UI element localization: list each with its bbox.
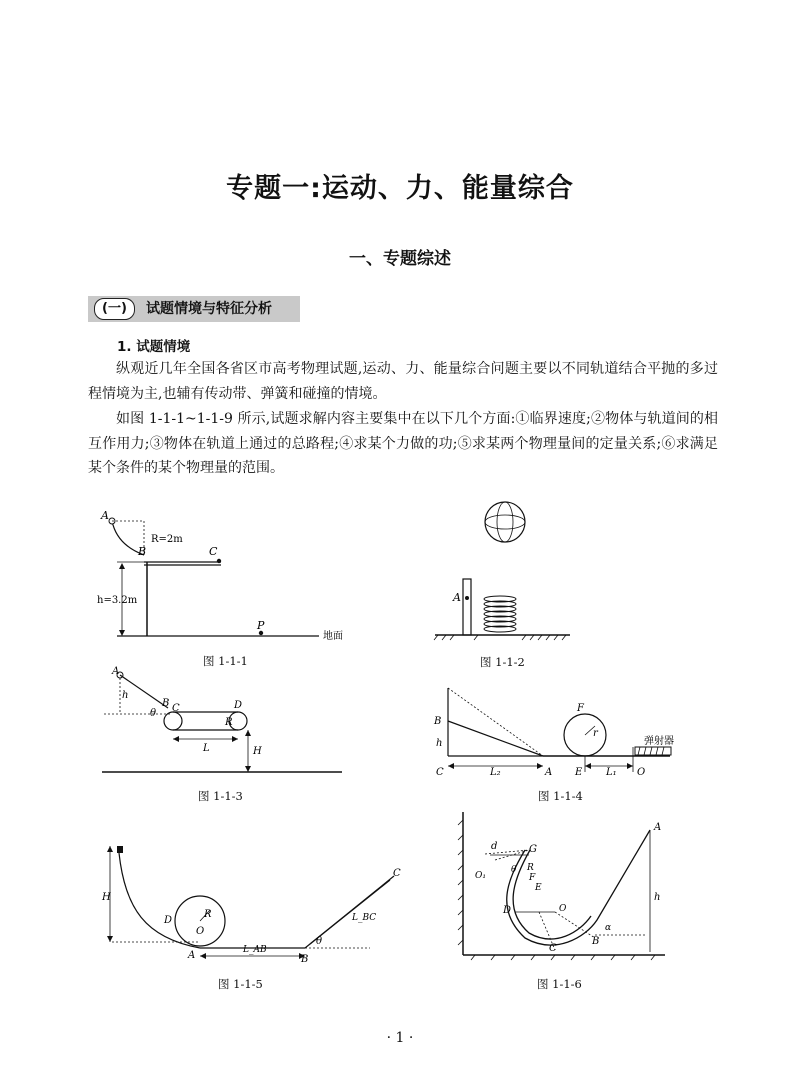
label-L: L [203,743,210,754]
label-C: C [393,868,401,879]
label-B: B [301,954,309,965]
label-B: B [138,545,147,558]
label-C: C [549,943,557,954]
label-P: P [257,619,265,632]
paragraph-2: 如图 1-1-1~1-1-9 所示,试题求解内容主要集中在以下几个方面:①临界速度;②物体与轨道间的相互作用力;③物体在轨道上通过的总路程;④求某个力做的功;⑤求某两个物理量间的定量关系;⑥求满足某个条件的某个物理量的范围。 [88,411,718,476]
figure-1-1-1 [95,505,375,668]
subsection-title: 试题情境与特征分析 [146,301,272,317]
figure-1-1-5 [100,838,410,991]
label-C: C [436,767,444,778]
figure-1-1-2-diagram [430,490,580,640]
label-LAB: L_AB [243,945,267,955]
label-theta: θ [150,708,157,719]
label-E: E [575,767,583,778]
label-D: D [164,915,173,926]
subsection-bar [88,296,300,322]
label-theta: θ [511,865,517,875]
label-h: h [654,892,661,903]
label-L1: L₁ [606,767,617,778]
label-R: R=2m [151,534,183,545]
label-A: A [101,509,109,522]
label-ground: 地面 [323,631,343,642]
figure-1-1-6 [455,810,675,991]
label-O1: O₁ [475,871,486,881]
label-h: h=3.2m [97,595,138,606]
figure-1-1-1-diagram [95,505,375,645]
label-alpha: α [605,923,612,933]
figure-1-1-3-diagram [100,662,350,777]
figure-1-1-2 [430,490,580,669]
label-G: G [529,844,537,855]
label-h: h [122,690,129,701]
label-B: B [162,698,170,709]
caption-1-1-4: 图 1-1-4 [538,789,583,803]
label-D: D [234,700,243,711]
label-O: O [559,904,567,914]
label-theta: θ [316,936,323,947]
label-F: F [529,873,536,883]
label-B: B [434,716,442,727]
label-R: R [527,863,534,873]
label-launcher: 弹射器 [644,736,674,747]
label-A: A [188,950,196,961]
label-B: B [592,936,600,947]
label-C: C [172,703,180,714]
figure-1-1-4-diagram [430,684,700,779]
label-L2: L₂ [490,767,501,778]
subsection-tag: (一) [94,298,135,320]
label-h: h [436,738,443,749]
label-r: r [593,728,598,739]
figure-1-1-4 [430,684,700,803]
section-title: 一、专题综述 [349,249,451,269]
label-H: H [253,746,262,757]
paragraph-1: 纵观近几年全国各省区市高考物理试题,运动、力、能量综合问题主要以不同轨道结合平抛的多过程情境为主,也辅有传动带、弹簧和碰撞的情境。 [88,361,718,402]
figure-1-1-3 [100,662,350,803]
chapter-title: 专题一:运动、力、能量综合 [226,173,574,204]
label-C: C [209,545,218,558]
label-A: A [453,591,461,604]
label-LBC: L_BC [352,913,377,923]
label-H: H [102,892,111,903]
caption-1-1-1: 图 1-1-1 [203,654,248,668]
label-R: R [225,717,233,728]
page-number: · 1 · [386,1030,414,1046]
caption-1-1-5: 图 1-1-5 [218,977,263,991]
label-A: A [112,666,120,677]
label-D: D [503,905,512,916]
caption-1-1-6: 图 1-1-6 [537,977,582,991]
label-R: R [204,909,212,920]
label-O: O [637,767,646,778]
label-O: O [196,926,205,937]
label-E: E [535,883,542,893]
caption-1-1-3: 图 1-1-3 [198,789,243,803]
item-heading: 1. 试题情境 [117,339,191,355]
figure-1-1-6-diagram [455,810,675,960]
label-d: d [491,841,498,852]
figure-1-1-5-diagram [100,838,410,963]
label-F: F [577,703,584,714]
label-A: A [545,767,553,778]
caption-1-1-2: 图 1-1-2 [480,655,525,669]
label-A: A [654,822,662,833]
